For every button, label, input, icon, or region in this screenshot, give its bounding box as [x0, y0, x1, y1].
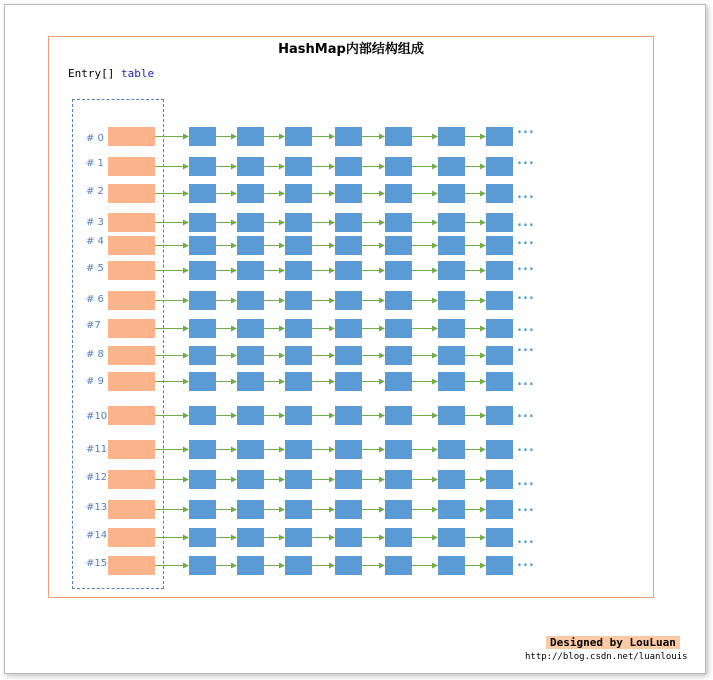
entry-node [438, 157, 465, 176]
entry-node [335, 213, 362, 232]
overflow-ellipsis: ... [517, 555, 535, 570]
table-slot [108, 500, 155, 519]
entry-node [285, 157, 312, 176]
overflow-ellipsis: ... [517, 233, 535, 248]
entry-node [438, 500, 465, 519]
table-slot [108, 261, 155, 280]
overflow-ellipsis: ... [517, 215, 535, 230]
overflow-ellipsis: ... [517, 474, 535, 489]
slot-index-label: # 3 [86, 217, 104, 228]
blog-url: http://blog.csdn.net/luanlouis [525, 652, 688, 662]
overflow-ellipsis: ... [517, 340, 535, 355]
overflow-ellipsis: ... [517, 288, 535, 303]
entry-node [237, 372, 264, 391]
entry-node [486, 291, 513, 310]
entry-node [285, 372, 312, 391]
entry-node [237, 184, 264, 203]
entry-node [335, 261, 362, 280]
overflow-ellipsis: ... [517, 122, 535, 137]
entry-node [486, 556, 513, 575]
entry-node [189, 261, 216, 280]
entry-node [237, 500, 264, 519]
table-slot [108, 346, 155, 365]
entry-node [486, 500, 513, 519]
table-slot [108, 556, 155, 575]
entry-node [438, 291, 465, 310]
entry-node [237, 127, 264, 146]
entry-node [438, 213, 465, 232]
entry-node [486, 528, 513, 547]
entry-node [486, 127, 513, 146]
entry-node [385, 470, 412, 489]
entry-node [237, 528, 264, 547]
entry-node [385, 213, 412, 232]
entry-node [385, 236, 412, 255]
entry-node [237, 213, 264, 232]
diagram-title: HashMap内部结构组成 [278, 42, 424, 57]
entry-node [237, 406, 264, 425]
entry-node [189, 236, 216, 255]
slot-index-label: # 0 [86, 133, 104, 144]
entry-node [385, 528, 412, 547]
entry-node [189, 127, 216, 146]
entry-node [486, 236, 513, 255]
overflow-ellipsis: ... [517, 374, 535, 389]
overflow-ellipsis: ... [517, 532, 535, 547]
overflow-ellipsis: ... [517, 500, 535, 515]
entry-node [385, 127, 412, 146]
entry-type: Entry[] [68, 67, 115, 80]
table-slot [108, 157, 155, 176]
entry-node [486, 319, 513, 338]
entry-node [385, 500, 412, 519]
entry-node [189, 291, 216, 310]
entry-node [285, 406, 312, 425]
entry-node [285, 184, 312, 203]
entry-node [335, 556, 362, 575]
table-slot [108, 319, 155, 338]
entry-node [335, 406, 362, 425]
slot-index-label: #7 [86, 320, 101, 331]
entry-node [335, 184, 362, 203]
entry-node [189, 528, 216, 547]
table-slot [108, 528, 155, 547]
entry-name: table [120, 67, 155, 80]
entry-node [385, 291, 412, 310]
entry-node [335, 157, 362, 176]
entry-node [189, 556, 216, 575]
entry-node [189, 346, 216, 365]
entry-node [486, 261, 513, 280]
entry-node [385, 372, 412, 391]
entry-node [486, 157, 513, 176]
entry-node [385, 440, 412, 459]
entry-node [438, 184, 465, 203]
entry-node [189, 319, 216, 338]
slot-index-label: # 8 [86, 349, 104, 360]
entry-node [486, 470, 513, 489]
entry-node [189, 470, 216, 489]
entry-node [335, 440, 362, 459]
entry-node [237, 291, 264, 310]
entry-node [385, 184, 412, 203]
entry-node [189, 184, 216, 203]
entry-node [237, 556, 264, 575]
entry-node [438, 372, 465, 391]
entry-node [285, 291, 312, 310]
entry-node [385, 319, 412, 338]
slot-index-label: #14 [86, 530, 108, 541]
entry-node [385, 406, 412, 425]
entry-node [285, 213, 312, 232]
slot-index-label: # 9 [86, 376, 104, 387]
slot-index-label: #11 [86, 444, 108, 455]
overflow-ellipsis: ... [517, 187, 535, 202]
entry-node [438, 346, 465, 365]
entry-node [385, 157, 412, 176]
entry-node [189, 157, 216, 176]
slot-index-label: #13 [86, 502, 108, 513]
entry-node [285, 346, 312, 365]
entry-node [438, 470, 465, 489]
slot-index-label: #12 [86, 472, 108, 483]
entry-node [237, 261, 264, 280]
entry-node [285, 440, 312, 459]
overflow-ellipsis: ... [517, 320, 535, 335]
entry-node [486, 372, 513, 391]
entry-node [237, 440, 264, 459]
slot-index-label: # 4 [86, 236, 104, 247]
overflow-ellipsis: ... [517, 440, 535, 455]
entry-node [486, 406, 513, 425]
entry-node [285, 470, 312, 489]
entry-node [438, 127, 465, 146]
table-slot [108, 184, 155, 203]
entry-node [335, 346, 362, 365]
entry-node [189, 500, 216, 519]
entry-node [385, 261, 412, 280]
entry-node [285, 261, 312, 280]
slot-index-label: # 1 [86, 158, 104, 169]
entry-node [438, 319, 465, 338]
table-slot [108, 406, 155, 425]
entry-node [438, 556, 465, 575]
entry-node [438, 440, 465, 459]
slot-index-label: # 6 [86, 294, 104, 305]
entry-node [285, 127, 312, 146]
entry-node [438, 261, 465, 280]
credit-badge: Designed by LouLuan [546, 636, 680, 649]
slot-index-label: # 5 [86, 263, 104, 274]
slot-index-label: #10 [86, 411, 108, 422]
table-slot [108, 291, 155, 310]
entry-node [189, 440, 216, 459]
entry-node [237, 319, 264, 338]
entry-node [385, 346, 412, 365]
entry-node [335, 236, 362, 255]
table-slot [108, 213, 155, 232]
entry-node [335, 528, 362, 547]
entry-node [486, 213, 513, 232]
table-slot [108, 470, 155, 489]
table-slot [108, 127, 155, 146]
entry-node [335, 127, 362, 146]
entry-node [237, 346, 264, 365]
entry-node [189, 406, 216, 425]
entry-node [285, 528, 312, 547]
table-slot [108, 372, 155, 391]
entry-node [335, 319, 362, 338]
slot-index-label: # 2 [86, 186, 104, 197]
slot-index-label: #15 [86, 558, 108, 569]
overflow-ellipsis: ... [517, 153, 535, 168]
entry-node [486, 346, 513, 365]
entry-node [486, 184, 513, 203]
entry-node [285, 319, 312, 338]
entry-node [335, 500, 362, 519]
entry-node [335, 470, 362, 489]
entry-node [189, 372, 216, 391]
entry-node [237, 157, 264, 176]
entry-node [335, 291, 362, 310]
entry-node [237, 470, 264, 489]
table-slot [108, 440, 155, 459]
overflow-ellipsis: ... [517, 259, 535, 274]
entry-node [438, 528, 465, 547]
entry-node [335, 372, 362, 391]
entry-node [385, 556, 412, 575]
entry-node [438, 406, 465, 425]
entry-node [285, 500, 312, 519]
entry-node [189, 213, 216, 232]
entry-node [285, 236, 312, 255]
entry-node [237, 236, 264, 255]
entry-node [438, 236, 465, 255]
entry-node [486, 440, 513, 459]
overflow-ellipsis: ... [517, 406, 535, 421]
table-slot [108, 236, 155, 255]
entry-node [285, 556, 312, 575]
